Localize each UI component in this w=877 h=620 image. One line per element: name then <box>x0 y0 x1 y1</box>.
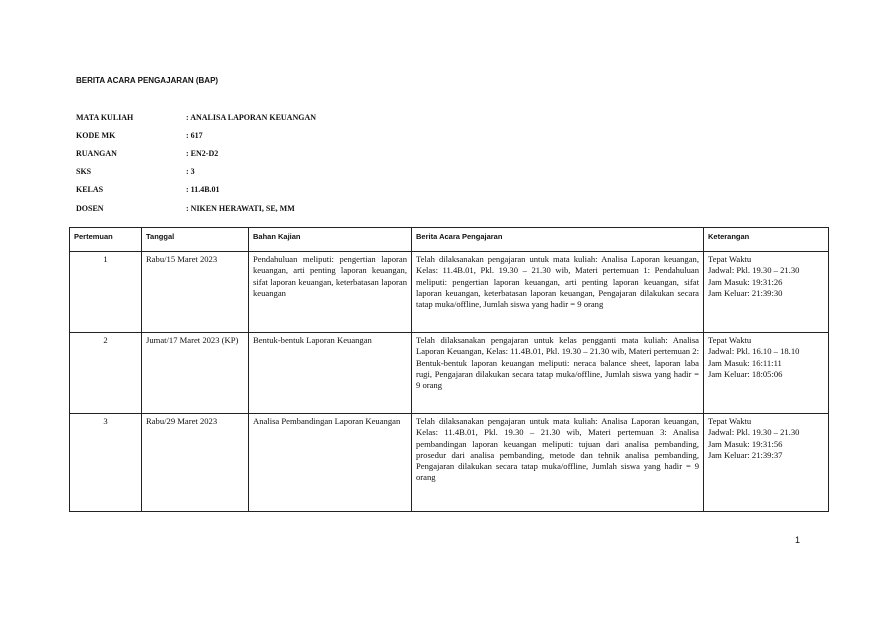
cell-berita-acara: Telah dilaksanakan pengajaran untuk mata kuliah: Analisa Laporan keuangan, Kelas: 11.4B.01, Pkl. 19.30 – 21.30 wib, Materi pertemuan 3: Analisa pembandingan laporan keuangan meliputi: tujuan dari analisa pembanding, prosedur dari analisa pembanding, metode dan tehnik analisa pembanding, Pengajaran dilakukan secara tatap muka/offline, Jumlah siswa yang hadir = 9 orang <box>412 414 704 512</box>
cell-keterangan <box>704 252 829 333</box>
column-header-tanggal: Tanggal <box>142 228 249 252</box>
cell-pertemuan: 1 <box>70 252 142 333</box>
meta-value: : ANALISA LAPORAN KEUANGAN <box>186 113 317 122</box>
column-header-keterangan: Keterangan <box>704 228 829 252</box>
cell-bahan-kajian: Analisa Pembandingan Laporan Keuangan <box>249 414 412 512</box>
cell-tanggal: Rabu/29 Maret 2023 <box>142 414 249 512</box>
document-title: BERITA ACARA PENGAJARAN (BAP) <box>76 76 219 85</box>
meta-label: KODE MK <box>76 131 116 140</box>
cell-pertemuan: 2 <box>70 333 142 414</box>
page-number: 1 <box>795 535 801 545</box>
meta-label: MATA KULIAH <box>76 113 134 122</box>
table-header-row <box>70 228 829 252</box>
meta-value: : 617 <box>186 131 203 140</box>
meta-value: : NIKEN HERAWATI, SE, MM <box>186 204 295 213</box>
meta-label: KELAS <box>76 185 104 194</box>
keterangan-jadwal: Jadwal: Pkl. 19.30 – 21.30 <box>708 427 800 438</box>
keterangan-jam-keluar: Jam Keluar: 21:39:30 <box>708 287 783 298</box>
cell-keterangan <box>704 333 829 414</box>
keterangan-jam-masuk: Jam Masuk: 19:31:26 <box>708 276 783 287</box>
meta-value: : 3 <box>186 167 195 176</box>
meta-value: : EN2-D2 <box>186 149 219 158</box>
keterangan-jadwal: Jadwal: Pkl. 16.10 – 18.10 <box>708 346 800 357</box>
keterangan-jam-keluar: Jam Keluar: 21:39:37 <box>708 449 783 460</box>
meta-label: SKS <box>76 167 92 176</box>
keterangan-status: Tepat Waktu <box>708 335 752 345</box>
keterangan-jam-keluar: Jam Keluar: 18:05:06 <box>708 368 783 379</box>
meta-label: RUANGAN <box>76 149 117 158</box>
keterangan-status: Tepat Waktu <box>708 416 752 426</box>
table-row <box>70 414 829 512</box>
cell-tanggal: Jumat/17 Maret 2023 (KP) <box>142 333 249 414</box>
meta-value: : 11.4B.01 <box>186 185 220 194</box>
cell-tanggal: Rabu/15 Maret 2023 <box>142 252 249 333</box>
cell-bahan-kajian: Pendahuluan meliputi: pengertian laporan keuangan, arti penting laporan keuangan, sifat laporan keuangan, keterbatasan laporan keuangan <box>249 252 412 333</box>
keterangan-status: Tepat Waktu <box>708 254 752 264</box>
column-header-berita-acara: Berita Acara Pengajaran <box>412 228 704 252</box>
keterangan-jam-masuk: Jam Masuk: 19:31:56 <box>708 438 783 449</box>
column-header-bahan-kajian: Bahan Kajian <box>249 228 412 252</box>
column-header-pertemuan: Pertemuan <box>70 228 142 252</box>
cell-bahan-kajian: Bentuk-bentuk Laporan Keuangan <box>249 333 412 414</box>
meta-label: DOSEN <box>76 204 104 213</box>
keterangan-jadwal: Jadwal: Pkl. 19.30 – 21.30 <box>708 265 800 276</box>
keterangan-jam-masuk: Jam Masuk: 16:11:11 <box>708 357 782 368</box>
cell-berita-acara: Telah dilaksanakan pengajaran untuk mata kuliah: Analisa Laporan keuangan, Kelas: 11.4B.01, Pkl. 19.30 – 21.30 wib, Materi pertemuan 1: Pendahuluan meliputi: pengertian laporan keuangan, arti penting laporan keuangan, sifat laporan keuangan, keterbatasan laporan keuangan, Pengajaran dilakukan secara tatap muka/offline, Jumlah siswa yang hadir = 9 orang <box>412 252 704 333</box>
table-row <box>70 252 829 333</box>
cell-pertemuan: 3 <box>70 414 142 512</box>
cell-berita-acara: Telah dilaksanakan pengajaran untuk kelas pengganti mata kuliah: Analisa Laporan Keuangan, Kelas: 11.4B.01, Pkl. 19.30 – 21.30 wib, Materi pertemuan 2: Bentuk-bentuk laporan keuangan meliputi: neraca balance sheet, laporan laba rugi, Pengajaran dilakukan secara tatap muka/offline, Jumlah siswa yang hadir = 9 orang <box>412 333 704 414</box>
cell-keterangan <box>704 414 829 512</box>
table-row <box>70 333 829 414</box>
bap-table <box>69 227 829 512</box>
